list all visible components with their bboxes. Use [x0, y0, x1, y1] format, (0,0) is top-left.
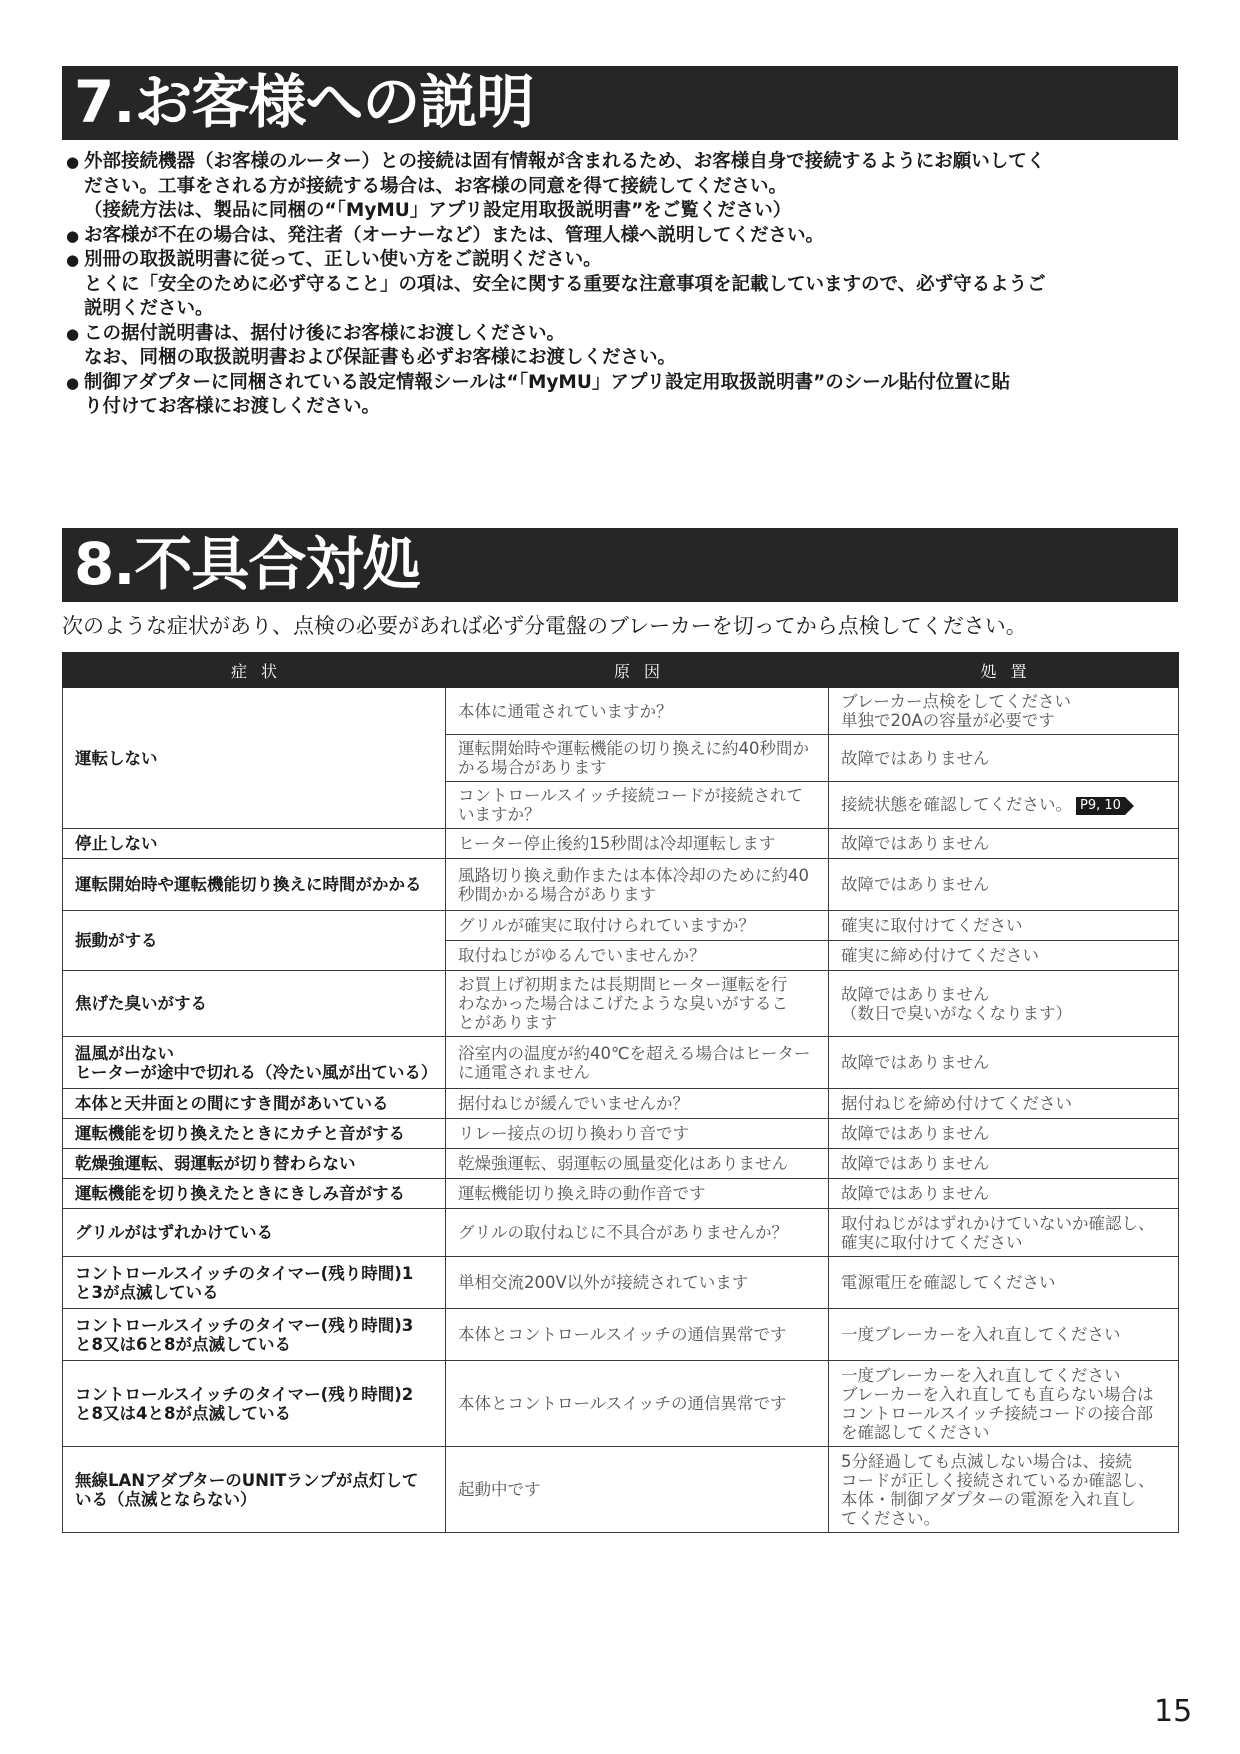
remedy-cell: 確実に締め付けてください [829, 941, 1179, 971]
cause-cell: お買上げ初期または長期間ヒーター運転を行 わなかった場合はこげたような臭いがするこ とがあります [446, 971, 829, 1037]
table-row [63, 1257, 1179, 1309]
table-body [63, 688, 1179, 1533]
symptom-cell: 無線LANアダプターのUNITランプが点灯して いる（点滅とならない） [63, 1447, 446, 1533]
cause-cell: 据付ねじが緩んでいませんか？ [446, 1089, 829, 1119]
troubleshooting-intro: 次のような症状があり、点検の必要があれば必ず分電盤のブレーカーを切ってから点検してください。 [62, 614, 1027, 638]
symptom-cell: 停止しない [63, 829, 446, 859]
cause-cell: 取付ねじがゆるんでいませんか？ [446, 941, 829, 971]
table-row [63, 1309, 1179, 1361]
table-row [63, 911, 1179, 941]
cause-cell: 乾燥強運転、弱運転の風量変化はありません [446, 1149, 829, 1179]
symptom-cell: 温風が出ない ヒーターが途中で切れる（冷たい風が出ている） [63, 1037, 446, 1089]
symptom-cell: コントロールスイッチのタイマー(残り時間)3 と8又は6と8が点滅している [63, 1309, 446, 1361]
remedy-cell: 接続状態を確認してください。 P9, 10 [829, 782, 1179, 829]
cause-cell: ヒーター停止後約15秒間は冷却運転します [446, 829, 829, 859]
remedy-cell: 取付ねじがはずれかけていないか確認し、 確実に取付けてください [829, 1209, 1179, 1257]
table-row [63, 1447, 1179, 1533]
remedy-cell: 故障ではありません [829, 1179, 1179, 1209]
symptom-cell: 焦げた臭いがする [63, 971, 446, 1037]
remedy-cell: 故障ではありません [829, 1119, 1179, 1149]
header-symptom: 症状 [63, 653, 446, 688]
bullet-item: ● 別冊の取扱説明書に従って、正しい使い方をご説明ください。 とくに「安全のために必ず守ること」の項は、安全に関する重要な注意事項を記載していますので、必ず守るようご 説明ください。 [66, 248, 1180, 322]
table-row [63, 1209, 1179, 1257]
table-row [63, 1179, 1179, 1209]
remedy-cell: 5分経過しても点滅しない場合は、接続 コードが正しく接続されているか確認し、 本体・制御アダプターの電源を入れ直し てください。 [829, 1447, 1179, 1533]
cause-cell: 風路切り換え動作または本体冷却のために約40 秒間かかる場合があります [446, 859, 829, 911]
cause-cell: 本体に通電されていますか？ [446, 688, 829, 735]
bullet-item: ● この据付説明書は、据付け後にお客様にお渡しください。 なお、同梱の取扱説明書および保証書も必ずお客様にお渡しください。 [66, 322, 1180, 371]
remedy-cell: 故障ではありません [829, 829, 1179, 859]
page-reference-badge: P9, 10 [1076, 797, 1125, 815]
remedy-cell: 一度ブレーカーを入れ直してください ブレーカーを入れ直しても直らない場合は コントロールスイッチ接続コードの接合部 を確認してください [829, 1361, 1179, 1447]
bullet-item: ● 外部接続機器（お客様のルーター）との接続は固有情報が含まれるため、お客様自身で接続するようにお願いしてく ださい。工事をされる方が接続する場合は、お客様の同意を得て接続してください。 （接続方法は、製品に同梱の“「MyMU」アプリ設定用取扱説明書”をご覧ください） [66, 150, 1180, 224]
cause-cell: 運転機能切り換え時の動作音です [446, 1179, 829, 1209]
symptom-cell: 運転開始時や運転機能切り換えに時間がかかる [63, 859, 446, 911]
remedy-cell: 故障ではありません [829, 859, 1179, 911]
cause-cell: グリルが確実に取付けられていますか？ [446, 911, 829, 941]
section-8-title: 8.不具合対処 [62, 528, 1178, 602]
symptom-cell: コントロールスイッチのタイマー(残り時間)1 と3が点滅している [63, 1257, 446, 1309]
table-row [63, 1149, 1179, 1179]
cause-cell: 本体とコントロールスイッチの通信異常です [446, 1309, 829, 1361]
cause-cell: リレー接点の切り換わり音です [446, 1119, 829, 1149]
table-row [63, 829, 1179, 859]
header-remedy: 処置 [829, 653, 1179, 688]
remedy-cell: 故障ではありません [829, 1037, 1179, 1089]
bullet-item: ● お客様が不在の場合は、発注者（オーナーなど）または、管理人様へ説明してください。 [66, 224, 1180, 249]
table-row [63, 859, 1179, 911]
table-row [63, 688, 1179, 735]
customer-explanation-list [66, 150, 1180, 420]
symptom-cell: 乾燥強運転、弱運転が切り替わらない [63, 1149, 446, 1179]
table-header-row [63, 653, 1179, 688]
troubleshooting-table [62, 652, 1179, 1533]
cause-cell: 起動中です [446, 1447, 829, 1533]
cause-cell: 単相交流200V以外が接続されています [446, 1257, 829, 1309]
remedy-cell: 据付ねじを締め付けてください [829, 1089, 1179, 1119]
symptom-cell: 振動がする [63, 911, 446, 971]
remedy-cell: 確実に取付けてください [829, 911, 1179, 941]
header-cause: 原因 [446, 653, 829, 688]
table-row [63, 1361, 1179, 1447]
remedy-cell: ブレーカー点検をしてください 単独で20Aの容量が必要です [829, 688, 1179, 735]
symptom-cell: 本体と天井面との間にすき間があいている [63, 1089, 446, 1119]
cause-cell: 浴室内の温度が約40℃を超える場合はヒーター に通電されません [446, 1037, 829, 1089]
cause-cell: 本体とコントロールスイッチの通信異常です [446, 1361, 829, 1447]
symptom-cell: 運転機能を切り換えたときにカチと音がする [63, 1119, 446, 1149]
remedy-cell: 電源電圧を確認してください [829, 1257, 1179, 1309]
remedy-cell: 故障ではありません [829, 1149, 1179, 1179]
table-row [63, 971, 1179, 1037]
table-row [63, 1089, 1179, 1119]
remedy-cell: 故障ではありません [829, 735, 1179, 782]
remedy-cell: 故障ではありません （数日で臭いがなくなります） [829, 971, 1179, 1037]
cause-cell: 運転開始時や運転機能の切り換えに約40秒間か かる場合があります [446, 735, 829, 782]
page-number: 15 [1154, 1694, 1193, 1729]
cause-cell: グリルの取付ねじに不具合がありませんか？ [446, 1209, 829, 1257]
remedy-cell: 一度ブレーカーを入れ直してください [829, 1309, 1179, 1361]
table-row [63, 1119, 1179, 1149]
table-row [63, 1037, 1179, 1089]
symptom-cell: 運転機能を切り換えたときにきしみ音がする [63, 1179, 446, 1209]
section-7-title: 7.お客様への説明 [62, 66, 1178, 140]
symptom-cell: コントロールスイッチのタイマー(残り時間)2 と8又は4と8が点滅している [63, 1361, 446, 1447]
symptom-cell: 運転しない [63, 688, 446, 829]
symptom-cell: グリルがはずれかけている [63, 1209, 446, 1257]
cause-cell: コントロールスイッチ接続コードが接続されて いますか？ [446, 782, 829, 829]
bullet-item: ● 制御アダプターに同梱されている設定情報シールは“「MyMU」アプリ設定用取扱説明書”のシール貼付位置に貼 り付けてお客様にお渡しください。 [66, 371, 1180, 420]
